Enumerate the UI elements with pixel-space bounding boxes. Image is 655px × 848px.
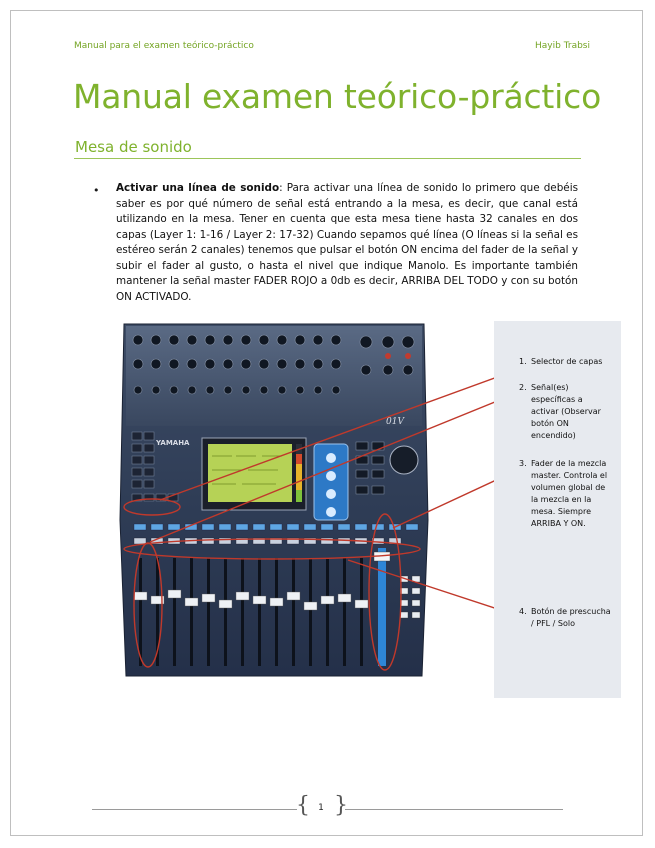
legend-item-4: [519, 606, 611, 630]
mixer-brand: YAMAHA: [156, 439, 190, 447]
legend-text: Selector de capas: [531, 357, 603, 366]
bullet-marker: •: [93, 184, 100, 197]
mixer-model: 01V: [386, 417, 404, 427]
bullet-paragraph: [116, 181, 578, 305]
legend-panel: [494, 321, 621, 698]
legend-item-2: [519, 382, 611, 442]
legend-text: Botón de prescucha / PFL / Solo: [531, 607, 611, 628]
legend-item-1: [519, 356, 611, 368]
section-title: Mesa de sonido: [75, 138, 192, 156]
legend-text: Fader de la mezcla master. Controla el volumen global de la mezcla en la mesa. Siempre ARRIBA Y ON.: [531, 459, 608, 528]
footer-rule-right: [345, 809, 563, 810]
footer-rule-left: [92, 809, 297, 810]
section-rule: [74, 158, 581, 159]
footer-brace-left: {: [296, 793, 310, 818]
bullet-text: : Para activar una línea de sonido lo primero que debéis saber es por qué número de señal está entrando a la mesa, es decir, que canal está utilizando en la mesa. Tener en cuenta que esta mesa tiene hasta 32 canales en dos capas (Layer 1: 1-16 / Layer 2: 17-32) Cuando sepamos qué línea (O líneas si la señal es estéreo serán 2 canales) tenemos que pulsar el botón ON encima del fader de la señal y subir el fader al gusto, o hasta el nivel que indique Manolo. Es importante también mantener la señal master FADER ROJO a 0db es decir, ARRIBA DEL TODO y con su botón ON ACTIVADO.: [116, 182, 578, 303]
legend-text: Señal(es) específicas a activar (Observar botón ON encendido): [531, 383, 601, 440]
bullet-lead: Activar una línea de sonido: [116, 182, 280, 194]
header-right: Hayib Trabsi: [535, 41, 590, 51]
legend-num: 3.: [519, 459, 527, 468]
legend-item-3: [519, 458, 611, 530]
legend-num: 1.: [519, 357, 527, 366]
document-title: Manual examen teórico-práctico: [73, 77, 602, 116]
mixer-image: [116, 320, 432, 682]
legend-num: 4.: [519, 607, 527, 616]
legend-num: 2.: [519, 383, 527, 392]
footer-brace-right: }: [334, 793, 348, 818]
page-number: 1: [318, 803, 324, 813]
header-left: Manual para el examen teórico-práctico: [74, 41, 254, 51]
